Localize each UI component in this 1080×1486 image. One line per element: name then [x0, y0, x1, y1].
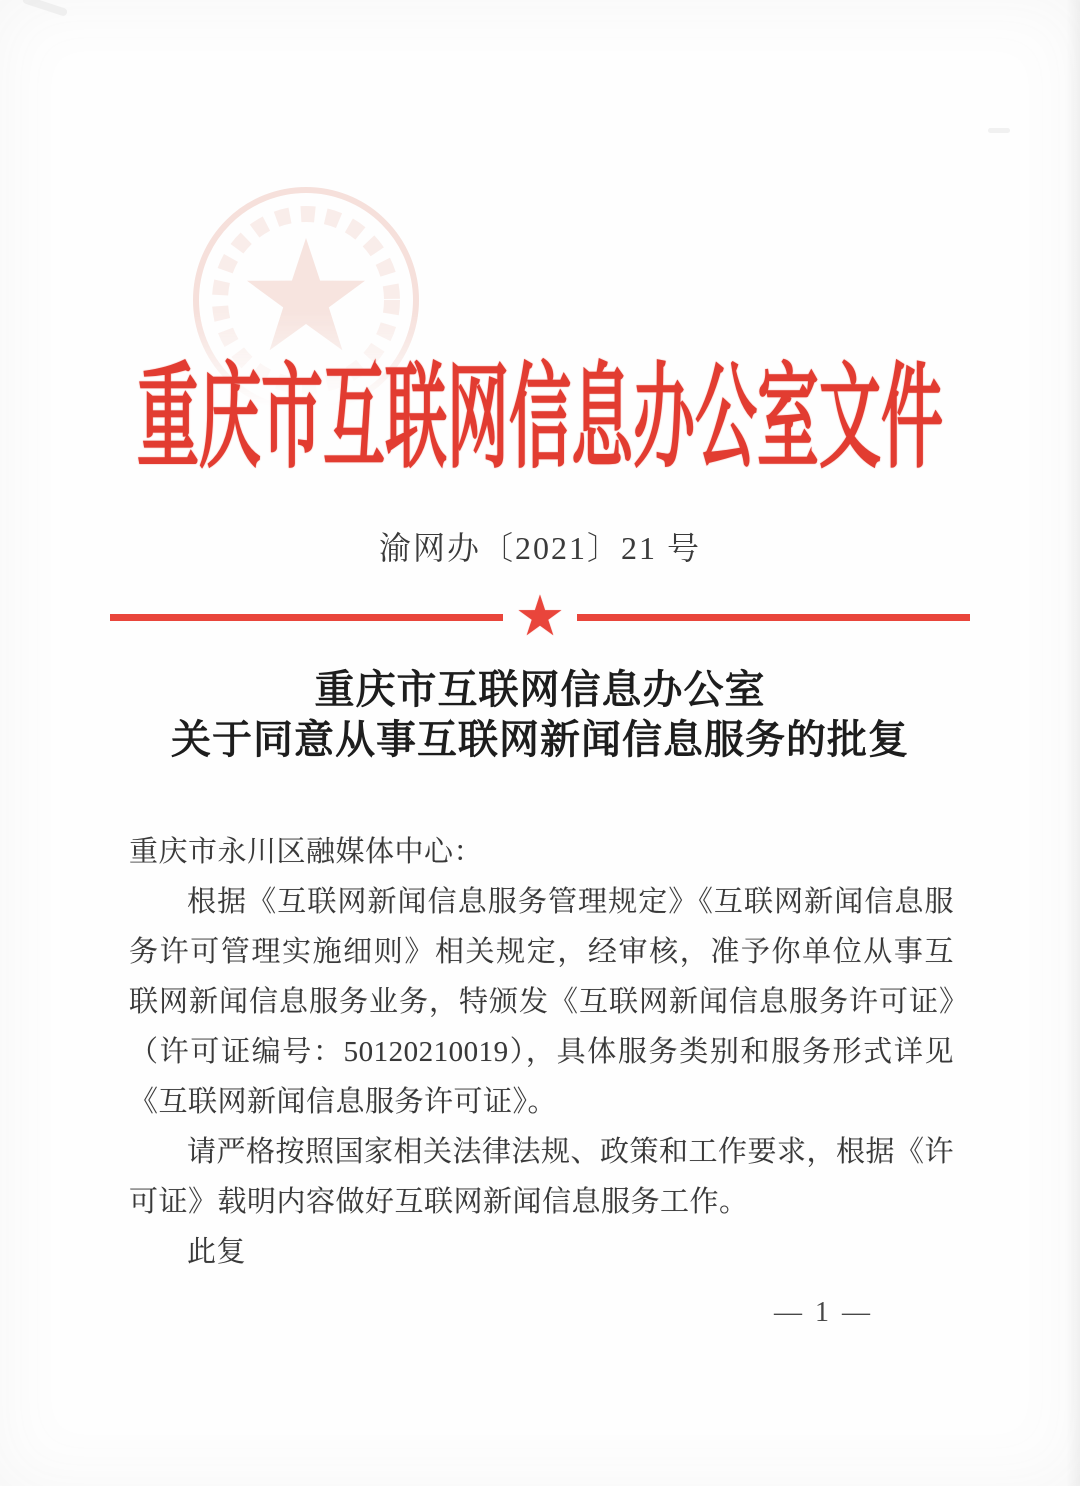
document-title — [0, 665, 1080, 765]
salutation: 重庆市永川区融媒体中心： — [129, 836, 484, 868]
divider-line-left — [110, 614, 503, 621]
red-star-divider — [110, 584, 970, 649]
document-number: 渝网办〔2021〕21 号 — [378, 530, 701, 566]
body-paragraph: 请严格按照国家相关法律法规、政策和工作要求，根据《许可证》载明内容做好互联网新闻信息服务工作。 — [129, 1136, 955, 1218]
page-number: — 1 — — [774, 1297, 873, 1328]
scan-smudge — [22, 0, 68, 17]
scan-smudge — [988, 128, 1010, 133]
document-title-line2: 关于同意从事互联网新闻信息服务的批复 — [171, 717, 909, 762]
scan-edge-shading — [1066, 0, 1080, 1486]
closing-phrase: 此复 — [187, 1236, 247, 1268]
star-icon: ★ — [514, 584, 566, 649]
seal-star-icon — [247, 238, 365, 350]
document-body — [129, 827, 954, 1277]
divider-line-right — [577, 614, 970, 621]
document-title-line1: 重庆市互联网信息办公室 — [314, 667, 766, 712]
body-paragraph: 根据《互联网新闻信息服务管理规定》《互联网新闻信息服务许可管理实施细则》相关规定，经审核，准予你单位从事互联网新闻信息服务业务，特颁发《互联网新闻信息服务许可证》（许可证编号：50120210019），具体服务类别和服务形式详见《互联网新闻信息服务许可证》。 — [129, 886, 954, 1118]
red-header-banner-title: 重庆市互联网信息办公室文件 — [136, 357, 943, 483]
